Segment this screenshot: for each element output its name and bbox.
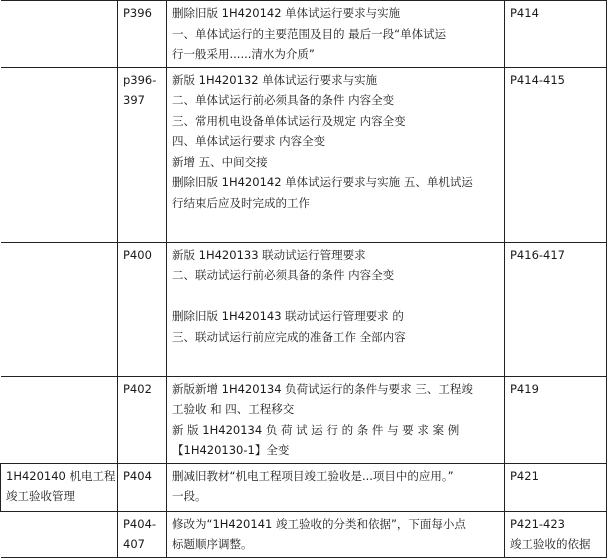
old-page: 407 — [123, 537, 145, 551]
blank-line — [172, 286, 499, 307]
page-cell — [118, 242, 167, 376]
old-page: P404- — [123, 516, 157, 531]
section-cell — [1, 463, 118, 511]
section-cell — [1, 511, 118, 557]
table-row — [1, 511, 607, 557]
content-line: 二、联动试运行前必须具备的条件 内容全变 — [172, 268, 395, 282]
content-line: 标题顺序调整。 — [172, 537, 253, 551]
new-page: P421-423 — [510, 516, 565, 531]
content-line: 新 版 1H420134 负 荷 试 运 行 的 条 件 与 要 求 案 例 — [172, 422, 460, 437]
section-cell — [1, 1, 118, 68]
old-page: P400 — [123, 247, 152, 262]
new-page-cell — [505, 511, 607, 557]
content-line: 新版 1H420132 单体试运行要求与实施 — [172, 72, 378, 87]
new-page-cell — [505, 463, 607, 511]
page-cell — [118, 511, 167, 557]
new-page: P421 — [510, 468, 539, 483]
old-page: P404 — [123, 468, 152, 483]
content-cell — [167, 1, 505, 68]
content-line: 二、单体试运行前必须具备的条件 内容全变 — [172, 93, 395, 107]
section-label: 竣工验收管理 — [6, 489, 75, 503]
page-cell — [118, 463, 167, 511]
section-cell — [1, 376, 118, 463]
section-cell — [1, 67, 118, 242]
content-line: 一、单体试运行的主要范围及目的 最后一段“单体试运 — [172, 26, 447, 41]
content-line: 三、常用机电设备单体试运行及规定 内容全变 — [172, 113, 406, 128]
table-row — [1, 1, 607, 68]
table-row — [1, 242, 607, 376]
content-line: 四、单体试运行要求 内容全变 — [172, 134, 326, 148]
old-page: 397 — [123, 93, 145, 107]
content-line: 行结束后应及时完成的工作 — [172, 195, 310, 210]
section-label: 1H420140 机电工程 — [6, 468, 116, 483]
content-cell — [167, 242, 505, 376]
content-line: 删除旧版 1H420142 单体试运行要求与实施 五、单机试运 — [172, 175, 473, 189]
old-page: P396 — [123, 6, 152, 20]
content-line: 三、联动试运行前应完成的准备工作 全部内容 — [172, 329, 406, 344]
content-line: 一段。 — [172, 489, 207, 503]
table-row — [1, 376, 607, 463]
content-cell — [167, 511, 505, 557]
new-page-cell — [505, 1, 607, 68]
table-row — [1, 67, 607, 242]
content-line: 新增 五、中间交接 — [172, 154, 268, 169]
new-page-cell — [505, 376, 607, 463]
page-cell — [118, 67, 167, 242]
content-line: 【1H420130-1】全变 — [172, 443, 290, 457]
old-page: P402 — [123, 381, 152, 396]
content-line: 修改为“1H420141 竣工验收的分类和依据”，下面每小点 — [172, 516, 466, 531]
content-line: 删除旧版 1H420143 联动试运行管理要求 的 — [172, 309, 404, 323]
new-page: P414-415 — [510, 72, 565, 87]
page-cell — [118, 376, 167, 463]
new-page: P414 — [510, 6, 539, 20]
content-line: 新版 1H420133 联动试运行管理要求 — [172, 247, 366, 262]
new-page: P416-417 — [510, 247, 565, 262]
new-page-cell — [505, 242, 607, 376]
content-cell — [167, 67, 505, 242]
new-page: 竣工验收的依据 — [510, 537, 591, 551]
new-page: P419 — [510, 381, 539, 396]
content-line: 工验收 和 四、工程移交 — [172, 402, 295, 416]
content-line: 行一般采用......清水为介质” — [172, 47, 315, 61]
new-page-cell — [505, 67, 607, 242]
table-row — [1, 463, 607, 511]
content-cell — [167, 463, 505, 511]
section-cell — [1, 242, 118, 376]
content-line: 删减旧教材“机电工程项目竣工验收是...项目中的应用。” — [172, 468, 454, 483]
content-line: 删除旧版 1H420142 单体试运行要求与实施 — [172, 6, 401, 20]
content-line: 新版新增 1H420134 负荷试运行的条件与要求 三、工程竣 — [172, 381, 473, 396]
content-cell — [167, 376, 505, 463]
old-page: p396- — [123, 72, 157, 87]
page-cell — [118, 1, 167, 68]
